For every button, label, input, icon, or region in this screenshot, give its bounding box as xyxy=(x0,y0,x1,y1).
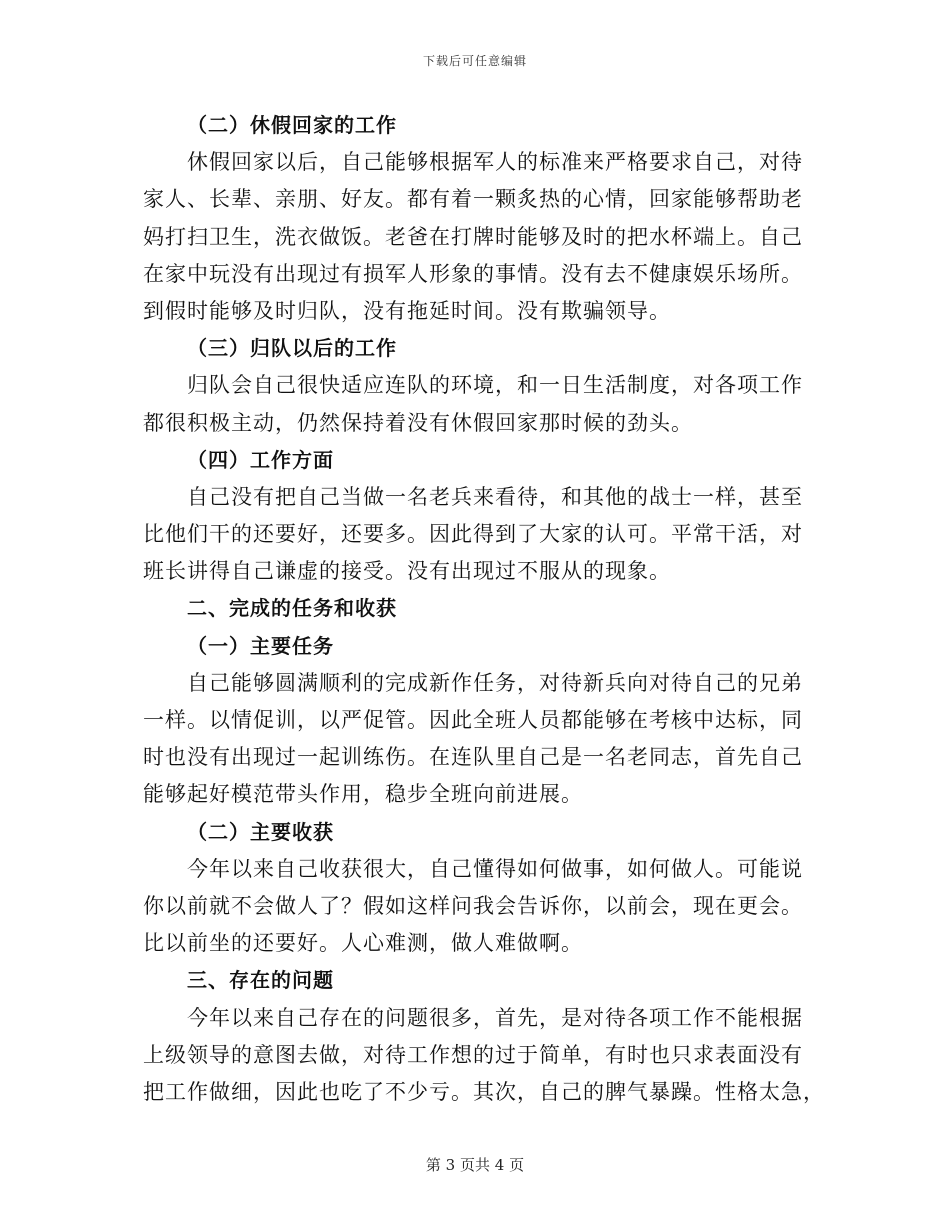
paragraph-line: 都很积极主动，仍然保持着没有休假回家那时候的劲头。 xyxy=(143,410,693,435)
paragraph-line: 一样。以情促训，以严促管。因此全班人员都能够在考核中达标，同 xyxy=(143,708,803,732)
paragraph-line: 妈打扫卫生，洗衣做饭。老爸在打牌时能够及时的把水杯端上。自己 xyxy=(143,224,803,249)
paragraph-work xyxy=(143,479,803,591)
paragraph-line: 今年以来自己收获很大，自己懂得如何做事，如何做人。可能说 xyxy=(187,856,803,881)
section-heading-vacation: （二）休假回家的工作 xyxy=(187,113,397,137)
paragraph-line: 今年以来自己存在的问题很多，首先，是对待各项工作不能根据 xyxy=(187,1005,803,1030)
paragraph-line: 时也没有出现过一起训练伤。在连队里自己是一名老同志，首先自己 xyxy=(143,745,803,770)
paragraph-line: 自己没有把自己当做一名老兵来看待，和其他的战士一样，甚至 xyxy=(187,484,803,509)
page-header-note: 下载后可任意编辑 xyxy=(422,54,527,68)
section-heading-problems: 三、存在的问题 xyxy=(187,968,334,993)
paragraph-gains xyxy=(143,851,803,963)
paragraph-line: 把工作做细，因此也吃了不少亏。其次，自己的脾气暴躁。性格太急， xyxy=(143,1079,825,1104)
paragraph-return xyxy=(143,367,803,441)
section-heading-main-task: （一）主要任务 xyxy=(187,633,334,658)
paragraph-problems xyxy=(143,1000,825,1112)
page-number: 第 3 页共 4 页 xyxy=(425,1156,525,1174)
paragraph-line: 上级领导的意图去做，对待工作想的过于简单，有时也只求表面没有 xyxy=(143,1042,803,1067)
paragraph-line: 归队会自己很快适应连队的环境，和一日生活制度，对各项工作 xyxy=(187,373,803,398)
paragraph-vacation xyxy=(143,144,803,330)
section-heading-gains: （二）主要收获 xyxy=(187,819,334,844)
paragraph-line: 能够起好模范带头作用，稳步全班向前进展。 xyxy=(143,782,583,807)
section-heading-work: （四）工作方面 xyxy=(187,447,334,472)
section-heading-return: （三）归队以后的工作 xyxy=(187,336,397,361)
paragraph-line: 到假时能够及时归队，没有拖延时间。没有欺骗领导。 xyxy=(143,298,671,323)
paragraph-line: 比以前坐的还要好。人心难测，做人难做啊。 xyxy=(143,931,583,956)
document-body xyxy=(143,107,825,1111)
paragraph-line: 自己能够圆满顺利的完成新作任务，对待新兵向对待自己的兄弟 xyxy=(187,670,803,695)
paragraph-line: 休假回家以后，自己能够根据军人的标准来严格要求自己，对待 xyxy=(187,150,803,175)
paragraph-line: 比他们干的还要好，还要多。因此得到了大家的认可。平常干活，对 xyxy=(143,522,803,547)
paragraph-main-task xyxy=(143,665,803,814)
paragraph-line: 班长讲得自己谦虚的接受。没有出现过不服从的现象。 xyxy=(143,559,671,584)
paragraph-line: 你以前就不会做人了？假如这样问我会告诉你，以前会，现在更会。 xyxy=(143,893,803,918)
paragraph-line: 家人、长辈、亲朋、好友。都有着一颗炙热的心情，回家能够帮助老 xyxy=(143,187,803,212)
paragraph-line: 在家中玩没有出现过有损军人形象的事情。没有去不健康娱乐场所。 xyxy=(143,261,803,286)
section-heading-tasks: 二、完成的任务和收获 xyxy=(187,596,397,621)
